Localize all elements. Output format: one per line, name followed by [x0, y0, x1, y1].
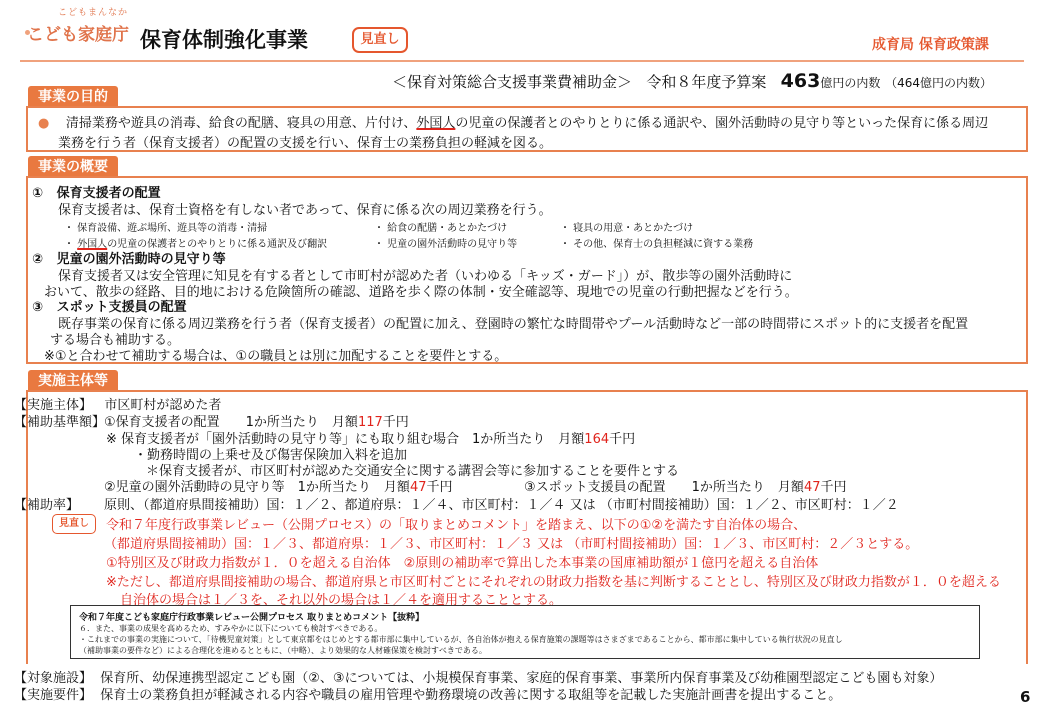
purpose-line-1 — [38, 112, 988, 131]
revision-line-1: 令和７年度行政事業レビュー（公開プロセス）の「取りまとめコメント」を踏まえ、以下の①②を満たす自治体の場合、 — [106, 518, 807, 533]
review-badge: 見直し — [352, 27, 408, 53]
std-1-unit: 千円 — [382, 415, 409, 430]
std-6-amount: 47 — [803, 480, 821, 495]
item-2-title: 児童の園外活動時の見守り等 — [56, 252, 226, 267]
overview-item-3-note: ※①と合わせて補助する場合は、①の職員とは別に加配することを要件とする。 — [44, 349, 508, 364]
task-1: ・ 保育設備、遊ぶ場所、遊具等の消毒・清掃 — [64, 223, 268, 234]
requirement-label: 【実施要件】 — [14, 688, 93, 703]
task-4-text: の児童の保護者とのやりとりに係る通訳及び翻訳 — [107, 239, 328, 250]
std-5-amount: 47 — [409, 480, 427, 495]
std-2-unit: 千円 — [609, 432, 636, 447]
std-1-amount: 117 — [357, 415, 383, 430]
purpose-line-2: 業務を行う者（保育支援者）の配置の支援を行い、保育士の業務負担の軽減を図る。 — [58, 136, 553, 151]
std-2-amount: 164 — [584, 432, 610, 447]
task-4-prefix: ・ — [64, 239, 78, 250]
standard-4: ＊保育支援者が、市区町村が認めた交通安全に関する講習会等に参加することを要件とする — [146, 464, 680, 479]
bureau-label: 成育局 保育政策課 — [872, 37, 989, 53]
task-5: ・ 児童の園外活動時の見守り等 — [374, 239, 518, 250]
rate-label: 【補助率】 — [14, 498, 80, 513]
std-5-text: ②児童の園外活動時の見守り等 1か所当たり 月額 — [104, 480, 410, 495]
standard-6 — [524, 476, 847, 495]
logo-name: こども家庭庁 — [27, 25, 129, 45]
agency-logo — [20, 4, 132, 52]
logo-tagline: こどもまんなか — [58, 8, 129, 18]
standard-label: 【補助基準額】 — [14, 415, 106, 430]
standard-5 — [104, 476, 453, 495]
revision-line-4: ※ただし、都道府県間接補助の場合、都道府県と市区町村ごとにそれぞれの財政力指数を基に判断することとし、特別区及び財政力指数が１．０を超える — [106, 575, 1001, 590]
review-badge-small: 見直し — [52, 514, 96, 534]
revision-line-5: 自治体の場合は１／３を、それ以外の場合は１／４を適用することとする。 — [120, 593, 563, 608]
budget-program: ＜保育対策総合支援事業費補助金＞ — [392, 73, 633, 91]
page-number: 6 — [1020, 688, 1031, 706]
task-2: ・ 給食の配膳・あとかたづけ — [374, 223, 508, 234]
overview-tab: 事業の概要 — [28, 156, 118, 178]
rate-value: 原則、（都道府県間接補助）国：１／２、都道府県：１／４、市区町村：１／４ 又は （市町村間接補助）国：１／２、市区町村：１／２ — [104, 498, 899, 513]
budget-amount-unit: 億円の内数 — [820, 76, 881, 90]
page-title: 保育体制強化事業 — [140, 28, 308, 52]
header-divider — [20, 60, 1024, 62]
item-3-title: スポット支援員の配置 — [56, 300, 187, 315]
implementation-tab: 実施主体等 — [28, 370, 118, 392]
std-6-unit: 千円 — [820, 480, 847, 495]
review-comment-title: 令和７年度こども家庭庁行政事業レビュー公開プロセス 取りまとめコメント【抜粋】 — [79, 613, 425, 623]
overview-item-2-line-2: おいて、散歩の経路、目的地における危険箇所の確認、道路を歩く際の体制・安全確認等、現地での児童の行動把握などを行う。 — [44, 285, 798, 300]
std-1-text: ①保育支援者の配置 1か所当たり 月額 — [104, 415, 358, 430]
bullet-icon: ● — [38, 116, 50, 131]
item-1-title: 保育支援者の配置 — [56, 186, 161, 201]
task-4-underlined: 外国人 — [77, 239, 108, 250]
std-5-unit: 千円 — [426, 480, 453, 495]
entity-value: 市区町村が認めた者 — [104, 398, 222, 413]
budget-previous: （464億円の内数） — [885, 76, 993, 90]
overview-item-3-line-2: する場合も補助する。 — [50, 333, 181, 348]
item-2-num: ② — [32, 252, 44, 267]
budget-line — [392, 70, 992, 92]
item-1-num: ① — [32, 186, 44, 201]
requirement-row — [14, 684, 841, 703]
revision-line-2: （都道府県間接補助）国：１／３、都道府県：１／３、市区町村：１／３ 又は （市町村間接補助）国：１／３、市区町村：２／３とする。 — [104, 537, 919, 552]
task-3: ・ 寝具の用意・あとかたづけ — [560, 223, 694, 234]
overview-item-2-line-1: 保育支援者又は安全管理に知見を有する者として市町村が認めた者（いわゆる「キッズ・ガード」）が、散歩等の園外活動時に — [58, 269, 793, 284]
review-comment-line-3: （補助事業の要件など）による合理化を進めるとともに、（中略）、より効果的な人材確保策を検討すべきである。 — [79, 646, 487, 655]
budget-amount: 463 — [780, 70, 821, 92]
item-3-num: ③ — [32, 300, 44, 315]
task-6: ・ その他、保育士の負担軽減に資する業務 — [560, 239, 754, 250]
purpose-text-b: の児童の保護者とのやりとりに係る通訳や、園外活動時の見守り等といった保育に係る周辺 — [455, 116, 989, 131]
std-2-text: ※ 保育支援者が「園外活動時の見守り等」にも取り組む場合 1か所当たり 月額 — [106, 432, 585, 447]
facility-label: 【対象施設】 — [14, 671, 93, 686]
review-comment-line-1: ６．また、事業の成果を高めるため、すみやかに以下についても検討すべきである。 — [79, 624, 383, 633]
std-6-text: ③スポット支援員の配置 1か所当たり 月額 — [524, 480, 804, 495]
requirement-value: 保育士の業務負担が軽減される内容や職員の雇用管理や勤務環境の改善に関する取組等を記載した実施計画書を提出すること。 — [100, 688, 842, 703]
purpose-tab: 事業の目的 — [28, 86, 118, 108]
purpose-text-a: 清掃業務や遊具の消毒、給食の配膳、寝具の用意、片付け、 — [65, 116, 417, 131]
purpose-underlined: 外国人 — [416, 116, 456, 131]
standard-3: ・勤務時間の上乗せ及び傷害保険加入料を追加 — [134, 448, 408, 463]
review-comment-line-2: ・これまでの事業の実施について、「待機児童対策」として東京都をはじめとする都市部に集中しているが、各自治体が抱える保育施策の課題等はさまざまであることから、都市部に集中している執行状況の見直し — [79, 635, 843, 644]
overview-item-3-line-1: 既存事業の保育に係る周辺業務を行う者（保育支援者）の配置に加え、登園時の繁忙な時間帯やプール活動時など一部の時間帯にスポット的に支援者を配置 — [58, 317, 969, 332]
entity-label: 【実施主体】 — [14, 398, 93, 413]
overview-item-1-desc: 保育支援者は、保育士資格を有しない者であって、保育に係る次の周辺業務を行う。 — [58, 203, 552, 218]
budget-year: 令和８年度予算案 — [646, 73, 767, 91]
review-comment-box — [70, 605, 980, 659]
facility-value: 保育所、幼保連携型認定こども園（②、③については、小規模保育事業、家庭的保育事業、事業所内保育事業及び幼稚園型認定こども園も対象） — [100, 671, 943, 686]
revision-line-3: ①特別区及び財政力指数が１．０を超える自治体 ②原則の補助率で算出した本事業の国庫補助額が１億円を超える自治体 — [106, 556, 819, 571]
